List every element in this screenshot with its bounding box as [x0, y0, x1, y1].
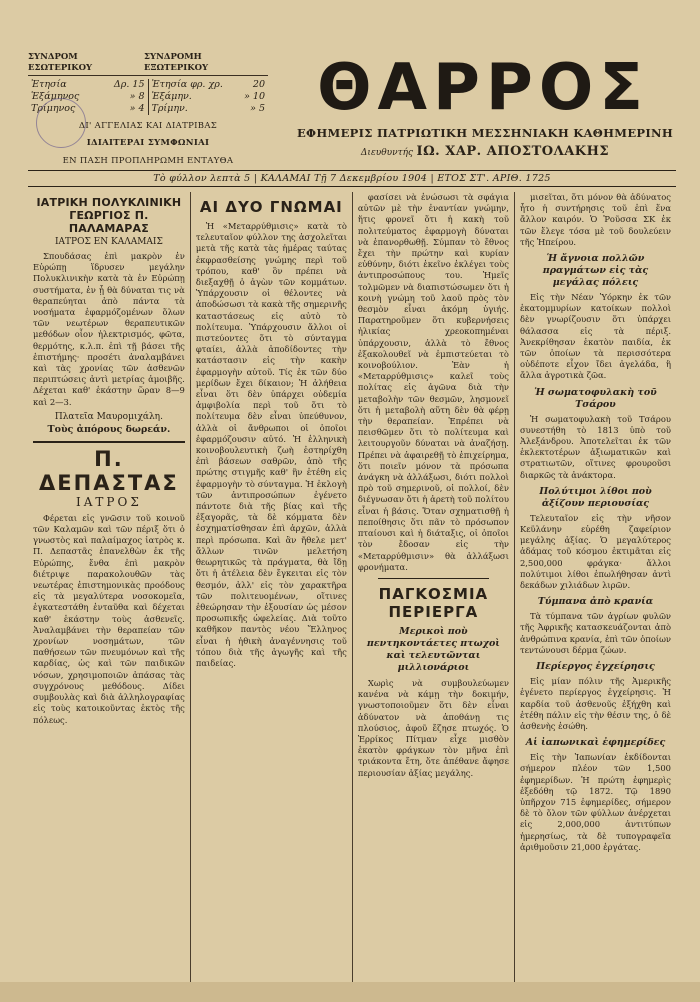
price-row: Τρίμηνος » 4: [31, 103, 145, 114]
article-columns: [28, 192, 676, 982]
subs-foreign-prices: [148, 79, 269, 115]
masthead: [28, 52, 678, 170]
dateline: Τὸ φύλλον λεπτὰ 5 | ΚΑΛΑΜΑΙ Τῇ 7 Δεκεμβρίου 1904 | ΕΤΟΣ ΣΤ'. ΑΡΙΘ. 1725: [28, 170, 676, 187]
column-1: [28, 192, 190, 982]
article-body: Ἡ «Μεταρρύθμισις» κατὰ τὸ τελευταῖον φύλλον της ἀσχολεῖται μετὰ τῆς κατὰ τὰς ἡμέρας ταύτας ἐκφρασθείσης γνώμης περὶ τοῦ τρόπου, καθ' ὃν πρέπει νὰ διεξαχθῇ ὁ ἀγὼν τῶν κομμάτων. Ὑπάρχουσιν οἱ θέλοντες νὰ ἀποδώσωσι τὰ κακὰ τῆς σημερινῆς καταστάσεως εἰς αὐτὸ τὸ πολίτευμα. Ὑπάρχουσιν ἄλλοι οἱ πιστεύοντες ὅτι τὸ σύνταγμα φταίει, ἀλλὰ ἀποδίδοντες τὴν κατάστασιν εἰς τὴν κακὴν ἐφαρμογὴν αὐτοῦ. Τίς ἐκ τῶν δύο μερίδων ἔχει δίκαιον; Ἡ ἀλήθεια εἶναι ὅτι δὲν ὑπάρχει οὐδεμία ἀμφιβολία περὶ τοῦ ὅτι τὸ πολίτευμα δὲν εἶναι ὑπεύθυνον, ἀλλὰ οἱ ἄνθρωποι οἱ ὁποῖοι ἐφαρμόζουσιν αὐτό. Ἡ ἑλληνικὴ κοινοβουλευτικὴ ζωὴ ἐστηρίχθη ἐπὶ βάσεων σαθρῶν, ἀπὸ τῆς πρώτης στιγμῆς καθ' ἣν ἐτέθη εἰς ἐφαρμογὴν τὸ σύνταγμα. Ἡ ἐκλογὴ τῶν ἀντιπροσώπων ἐγένετο πάντοτε διὰ τῆς βίας καὶ τῆς ἐξαγορᾶς, τὰ δὲ κόμματα δὲν ἐσχηματίσθησαν ἐπὶ ἀρχῶν, ἀλλὰ περὶ πρόσωπα. Καὶ ἂν ἤθελε μετ' ἄλλων τινῶν μελετήση θεωρητικῶς τὰ πράγματα, θὰ ἴδῃ ὅτι ἡ ἀτέλεια δὲν ἔγκειται εἰς τὸν θεσμόν, ἀλλ' εἰς τὸν χαρακτῆρα τῶν πολιτευομένων, οἵτινες ἐθεώρησαν τὴν ἐξουσίαν ὡς μέσον προσωπικῆς ὠφελείας. Διὰ τοῦτο καθῆκον παντὸς νέου Ἕλληνος εἶναι ἡ ἠθικὴ ἀναγέννησις τοῦ τόπου διὰ τῆς ἀγωγῆς καὶ τῆς παιδείας.: [195, 221, 347, 668]
price-row: Ἐτησία Δρ. 15: [31, 79, 145, 91]
subs-domestic-title: ΣΥΝΔΡΟΜ ΕΣΩΤΕΡΙΚΟΥ: [28, 52, 93, 73]
price-row: Τρίμην. » 5: [151, 103, 265, 114]
ad-subheading: ΙΑΤΡΟΣ: [76, 494, 142, 509]
ad-free-note: Τοὺς ἀπόρους δωρεάν.: [47, 423, 171, 435]
director-line: [290, 144, 680, 159]
prepay-line: ΕΝ ΠΑΣΗ ΠΡΟΠΛΗΡΩΜΗ ΕΝΤΑΥΘΑ: [62, 156, 234, 167]
director-name: ΙΩ. ΧΑΡ. ΑΠΟΣΤΟΛΑΚΗΣ: [416, 144, 610, 159]
item-body: Τελευταῖον εἰς τὴν νῆσον Κεϋλάνην εὑρέθη ζαφείριον μεγάλης ἀξίας. Ὁ μεγαλύτερος ἀδάμας τοῦ κόσμου ἐκτιμᾶται εἰς 2,500,000 φράγκα· ἄλλοι πολύτιμοι λίθοι ἐπωλήθησαν ἀντὶ δεκάδων χιλιάδων λιρῶν.: [519, 512, 671, 591]
column-3: [352, 192, 514, 982]
ad-terms-line: ΔΙ' ΑΓΓΕΛΙΑΣ ΚΑΙ ΔΙΑΤΡΙΒΑΣ: [78, 120, 218, 131]
price-row: Ἑξάμηνος » 8: [31, 91, 145, 103]
ad-heading: ΙΑΤΡΙΚΗ ΠΟΛΥΚΛΙΝΙΚΗ: [36, 196, 182, 209]
item-heading: Ἡ σωματοφυλακὴ τοῦ Τσάρου: [534, 386, 657, 410]
item-heading: Περίεργος ἐγχείρησις: [536, 661, 655, 673]
ad-body: Φέρεται εἰς γνῶσιν τοῦ κοινοῦ τῶν Καλαμῶν καὶ τῶν πέριξ ὅτι ὁ γνωστὸς καὶ παλαίμαχος ἰατρὸς κ. Π. Δεπαστᾶς ἐπανελθὼν ἐκ τῆς Εὐρώπης, ἔνθα ἐπὶ μακρὸν διέτριψε παρακολουθῶν τὰς νεωτέρας ἐπιστημονικὰς προόδους εἰς τὰ μεγαλύτερα νοσοκομεῖα, ἐγκατεστάθη ἐνταῦθα καὶ δέχεται καθ' ἑκάστην τοὺς ἀσθενεῖς. Ἀναλαμβάνει τὴν θεραπείαν τῶν χρονίων νοσημάτων, τῶν παθήσεων τῶν πνευμόνων καὶ τῆς καρδίας, ὡς καὶ τῶν παιδικῶν νόσων, χρησιμοποιῶν ἀπάσας τὰς συγχρόνους μεθόδους. Δίδει συμβουλὰς καὶ διὰ ἀλληλογραφίας εἰς τοὺς κατοικοῦντας ἐκτὸς τῆς πόλεως.: [33, 512, 185, 725]
item-body: Ἡ σωματοφυλακὴ τοῦ Τσάρου συνεστήθη τὸ 1813 ὑπὸ τοῦ Ἀλεξάνδρου. Ἀποτελεῖται ἐκ τῶν ἐκλεκτοτέρων ἀξιωματικῶν καὶ στρατιωτῶν, οἵτινες φρουροῦσι διαρκῶς τὰ ἀνάκτορα.: [519, 413, 671, 480]
item-body: Εἰς τὴν Ἰαπωνίαν ἐκδίδονται σήμερον πλέον τῶν 1,500 ἐφημερίδων. Ἡ πρώτη ἐφημερὶς ἐξεδόθη τῷ 1872. Τῷ 1890 ὑπῆρχον 715 ἐφημερίδες, σήμερον δὲ τὸ ὅλον τῶν φύλλων ἀνέρχεται εἰς 2,000,000 ἀντιτύπων ἡμερησίως, τὰ δὲ τυπογραφεῖα ἀριθμοῦσιν 21,000 ἐργάτας.: [519, 752, 671, 852]
ad-name: Π. ΔΕΠΑΣΤΑΣ: [39, 446, 179, 495]
item-heading: Ἡ ἄγνοια πολλῶν πραγμάτων εἰς τὰς μεγάλας πόλεις: [542, 253, 649, 289]
column-2: [190, 192, 352, 982]
library-stamp-icon: [36, 98, 86, 148]
section-title: ΠΑΓΚΟΣΜΙΑ ΠΕΡΙΕΡΓΑ: [378, 584, 489, 621]
item-body: Εἰς μίαν πόλιν τῆς Ἀμερικῆς ἐγένετο περίεργος ἐγχείρησις. Ἡ καρδία τοῦ ἀσθενοῦς ἐξήχθη καὶ ἐτέθη πάλιν εἰς τὴν θέσιν της, ὁ δὲ ἀσθενὴς ἐσώθη.: [519, 676, 671, 731]
article-body-continued: φασίσει νὰ ἐνώσωσι τὰ σφάγια αὐτῶν μὲ τὴν ἐναντίαν γνώμην, ἥτις φρονεῖ ὅτι ἡ κακὴ τοῦ πολιτεύματος ἐφαρμογὴ δύναται νὰ ἐπανορθωθῇ. Σύμπαν τὸ ἔθνος ἔχει τὴν πρώτην καὶ κυρίαν εὐθύνην, διότι ἐκεῖνο ἐκλέγει τοὺς ἀντιπροσώπους του. Ἡμεῖς τολμῶμεν νὰ διαπιστώσωμεν ὅτι ἡ κοινὴ γνώμη τοῦ λαοῦ πρὸς τὸν θεσμὸν εἶναι ἀκόμη ὑγιής. Παρατηροῦμεν ὅτι κυβερνήσεις ἡλικίας χρεοκοπημέναι ὑπάρχουσιν, ἀλλὰ τὸ ἔθνος ἐξακολουθεῖ νὰ ἐμπιστεύεται τὸ κοινοβούλιον. Ἐὰν ἡ «Μεταρρύθμισις» καλεῖ τοὺς πολίτας εἰς ἀγῶνα διὰ τὴν μεταβολὴν τῶν θεσμῶν, λησμονεῖ ὅτι ἡ μεταβολὴ αὕτη δὲν θὰ φέρῃ τὴν θεραπείαν. Ἐπρέπει νὰ πεισθῶμεν ὅτι τὸ πολίτευμα καὶ λειτουργοῦν δύναται νὰ ἀναζήσῃ. Πρέπει νὰ ἀφαιρεθῇ τὸ ἐπιχείρημα, ὅτι ποιεῖν μόνον τὰ πρόσωπα ἀνάγκη νὰ ἀλλάξωσι, διότι πολλοὶ πρὸ τοῦ σημερινοῦ, οἱ πολλοί, δὲν διέγνωσαν ὅτι ἡ ἀρετὴ τοῦ πολίτου εἶναι ἡ βάσις. Ὅταν σχηματισθῇ ἡ πεποίθησις ὅτι πᾶν τὸ πρόσωπον πταίουσι καὶ ἡ διάταξις, οἱ ὁποῖοι τὸν ἔδοσαν εἰς τὴν «Μεταρρύθμισιν» θὰ ἀλλάξωσι φρονήματα.: [357, 192, 509, 572]
subs-foreign-title: ΣΥΝΔΡΟΜΗ ΕΞΩΤΕΡΙΚΟΥ: [144, 52, 209, 73]
section-body: Χωρὶς νὰ συμβουλεύωμεν κανένα νὰ κάμῃ τὴν δοκιμήν, γνωστοποιοῦμεν ὅτι δὲν εἶναι ἀδύνατον νὰ ἀποθάνῃ τις πλούσιος, ἀφοῦ ἔζησε πτωχός. Ὁ Ἐρρίκος Πίτμαν εἶχε μισθὸν ἑκατὸν φράγκων τὸν μῆνα ἐπὶ τριάκοντα ἔτη, ὅτε ἀπέθανε ἄφησε περιουσίαν ἀξίας μεγάλης.: [357, 677, 509, 778]
ad-subheading: ΙΑΤΡΟΣ ΕΝ ΚΑΛΑΜΑΙΣ: [54, 237, 163, 247]
ad-address: Πλατεῖα Μαυρομιχάλη.: [54, 411, 163, 422]
intro-text: μισεῖται, ὅτι μόνον θὰ ἀδύνατος ἦτο ἡ συντήρησις τοῦ ἐπὶ ἕνα ἄλλον καιρόν. Ὁ Ῥοῦσσα ΣΚ ἐκ τῶν ἔλεγε τόσα μὲ τοῦ δουλεύειν τῆς Ἡπείρου.: [519, 192, 671, 247]
page-bottom-edge: [0, 982, 700, 1002]
ad-body: Σπουδάσας ἐπὶ μακρὸν ἐν Εὐρώπῃ ἵδρυσεν μεγάλην Πολυκλινικὴν κατὰ τὰ ἐν Εὐρώπῃ συστήματα, ἐν ᾗ θὰ δύναται τις νὰ θεραπεύηται ἀπὸ πάντα τὰ νοσήματα ἐφαρμόζομένων ὅλων τῶν νεωτέρων θεραπευτικῶν μεθόδων οἷον ἠλεκτρισμός, φῶτα, θερμότης, κ.λ.π. ἐπὶ τῇ βάσει τῆς ἐπιστήμης· προσέτι ἀναλαμβάνει καὶ τὰς χρονίας τῶν ἀσθενῶν περιπτώσεις ἀντὶ μετρίας ἀμοιβῆς. Δέχεται καθ' ἑκάστην ὥραν 8—9 καὶ 2—3.: [33, 251, 185, 407]
advertisement-depastas: [33, 447, 185, 726]
item-body: Εἰς τὴν Νέαν Ὑόρκην ἐκ τῶν ἑκατομμυρίων κατοίκων πολλοὶ δὲν γνωρίζουσιν ὅτι ὑπάρχει θάλασσα εἰς τὰ πέριξ. Ἀνεκρίθησαν ἑκατὸν παιδία, ἐκ τῶν ὁποίων τὰ περισσότερα οὐδέποτε εἶχον ἴδει ἀγελάδα, ἢ ἄλλα ἀγροτικὰ ζῶα.: [519, 292, 671, 381]
divider: [378, 578, 489, 579]
item-body: Τὰ τύμπανα τῶν ἀγρίων φυλῶν τῆς Ἀφρικῆς κατασκευάζονται ἀπὸ ἀνθρώπινα κρανία, ἐπὶ τῶν ὁποίων τεντώνουσι δέρμα ζώων.: [519, 611, 671, 655]
director-label: Διευθυντής: [360, 148, 414, 158]
price-row: Ἑξάμην. » 10: [151, 91, 265, 103]
price-row: Ἐτησία φρ. χρ. 20: [151, 79, 265, 91]
item-heading: Τύμπανα ἀπὸ κρανία: [537, 596, 654, 608]
article-title: ΑΙ ΔΥΟ ΓΝΩΜΑΙ: [199, 198, 343, 216]
subscription-headers: [28, 52, 268, 76]
newspaper-title: ΘΑΡΡΟΣ: [317, 51, 649, 125]
item-heading: Πολύτιμοι λίθοι ποὺ ἀξίζουν περιουσίας: [539, 485, 652, 509]
ad-terms-line: ΙΔΙΑΙΤΕΡΑΙ ΣΥΜΦΩΝΙΑΙ: [86, 137, 210, 148]
newspaper-subtitle: ΕΦΗΜΕΡΙΣ ΠΑΤΡΙΩΤΙΚΗ ΜΕΣΣΗΝΙΑΚΗ ΚΑΘΗΜΕΡΙΝΗ: [296, 126, 673, 140]
ad-heading: ΓΕΩΡΓΙΟΣ Π. ΠΑΛΑΜΑΡΑΣ: [68, 209, 149, 235]
item-heading: Αἱ ἰαπωνικαὶ ἐφημερίδες: [525, 737, 666, 749]
section-subtitle: Μερικοὶ ποὺ πεντηκοντάετες πτωχοὶ καὶ τελευτῶνται μιλλιονάριοι: [366, 625, 500, 673]
column-4: [514, 192, 676, 982]
advertisement-polyclinic: [33, 192, 185, 443]
